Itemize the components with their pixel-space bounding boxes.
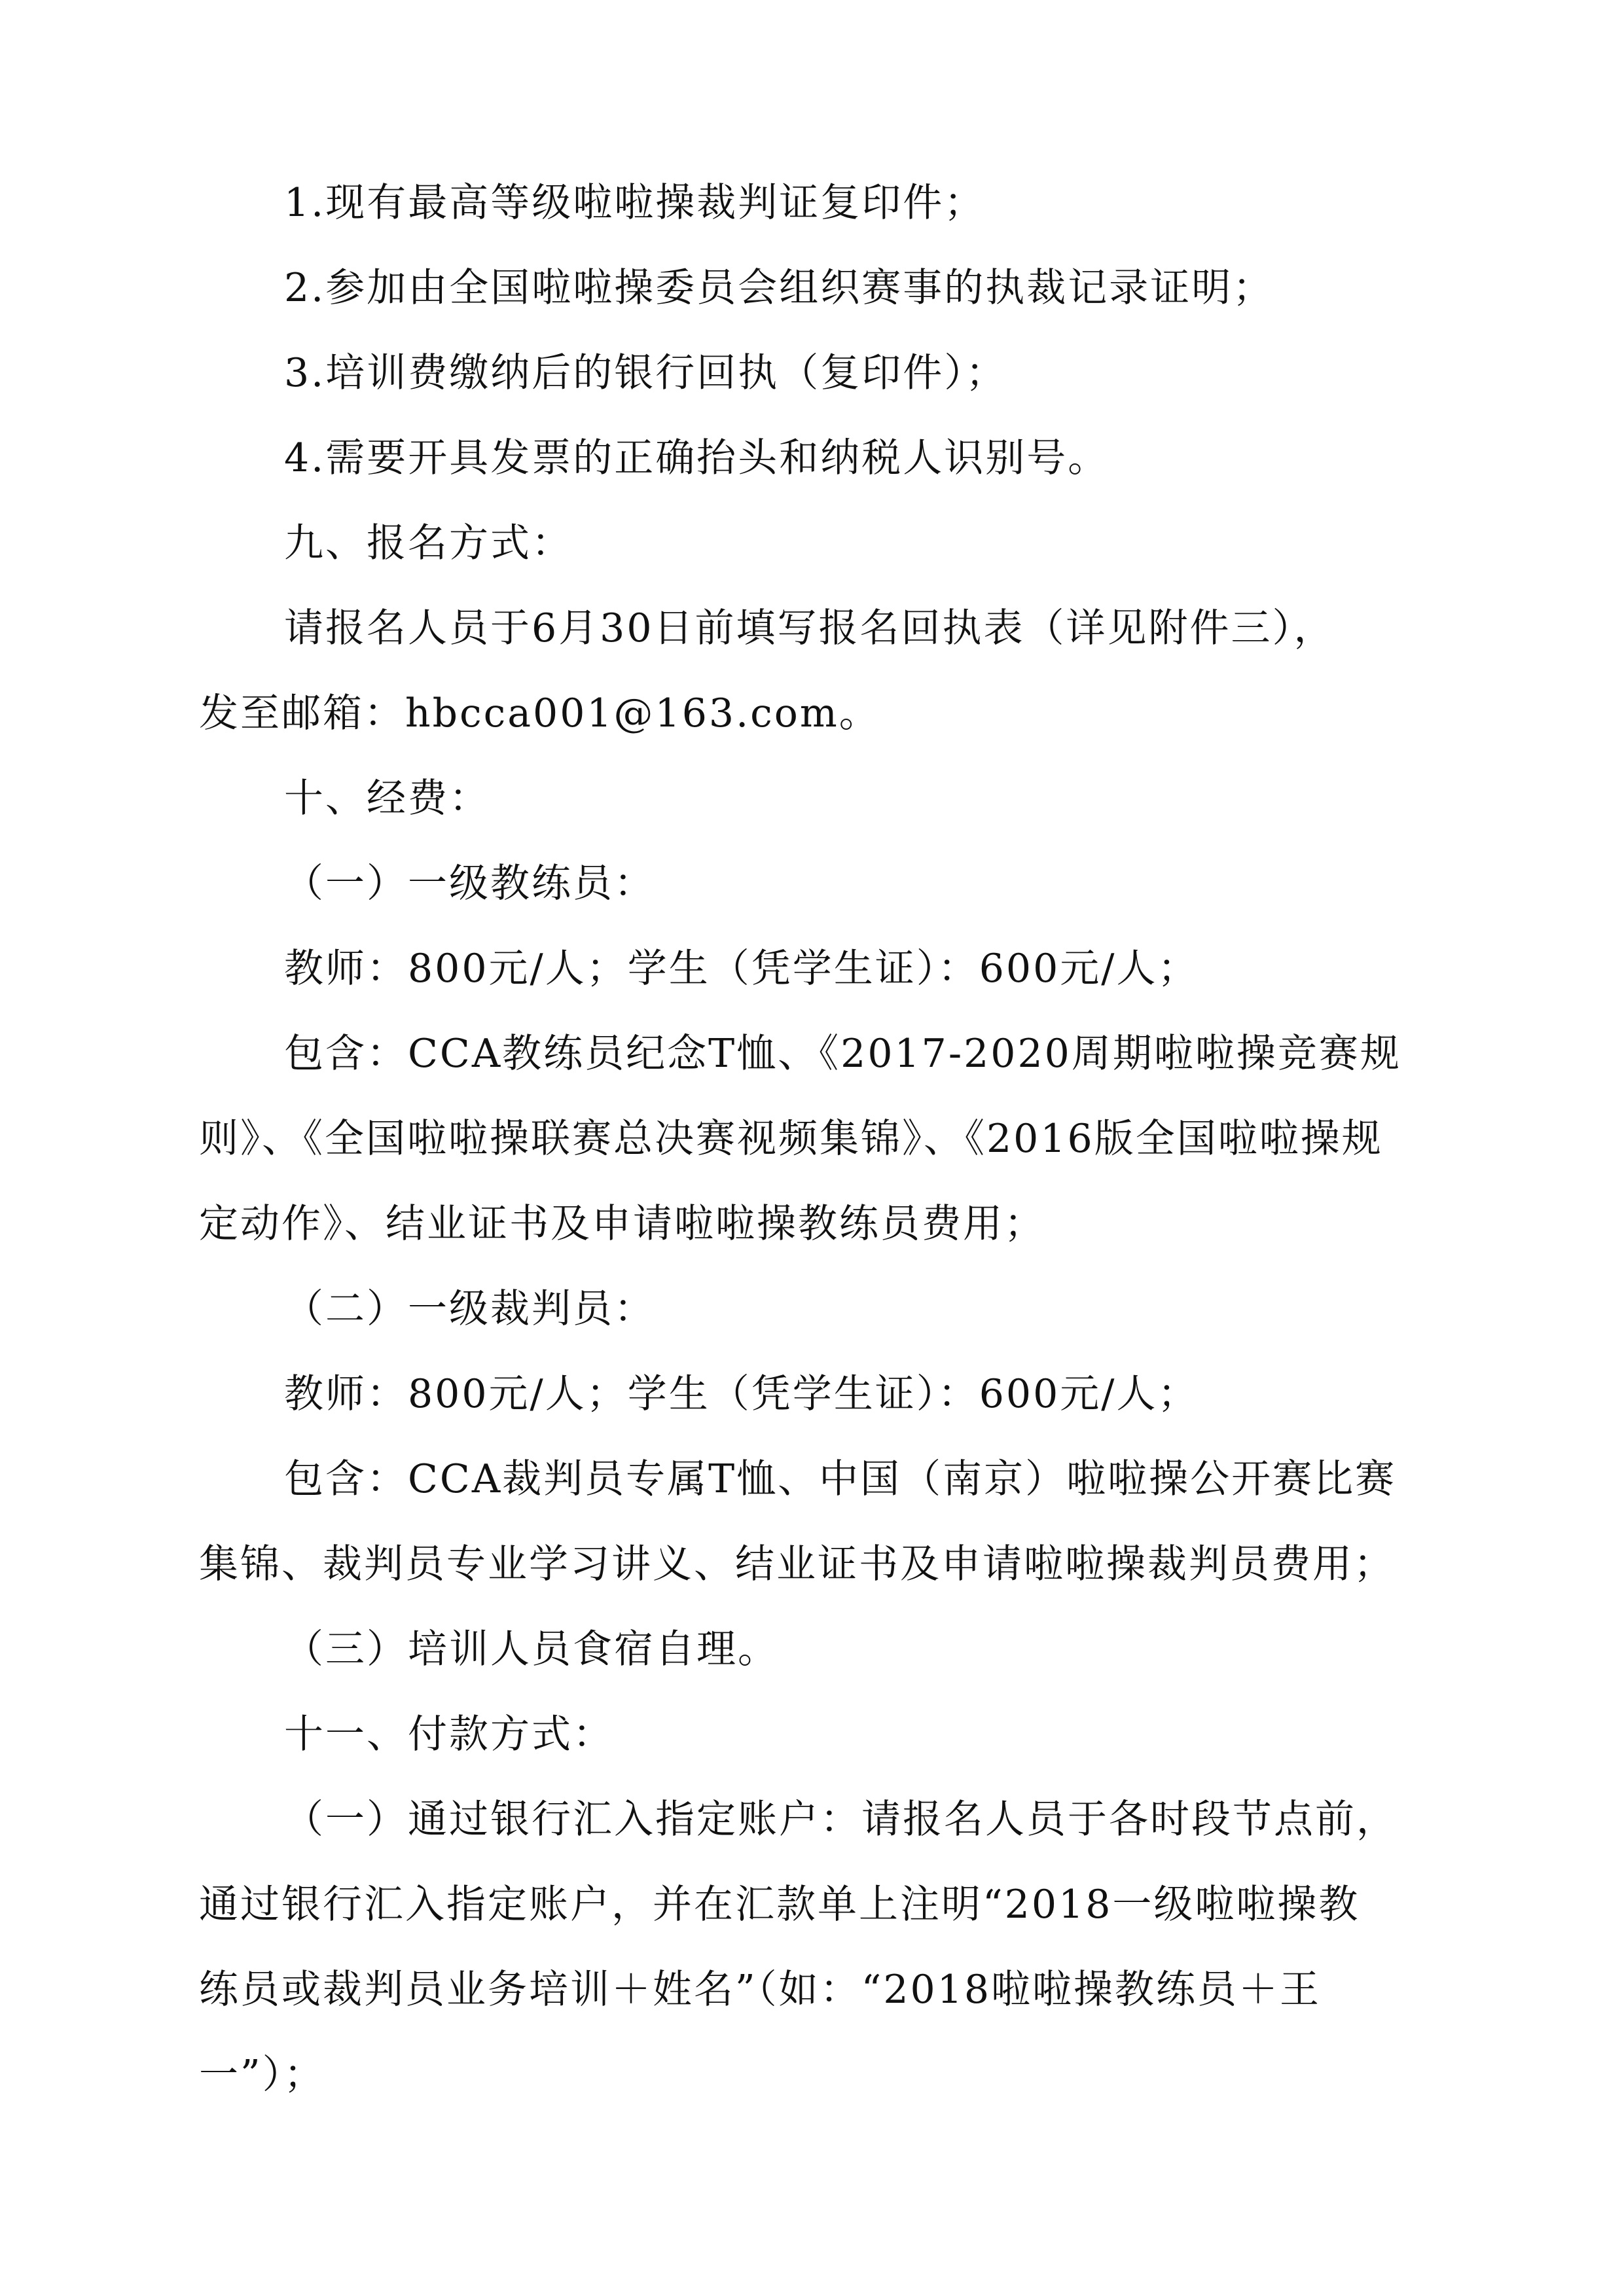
section-heading-fees: 十、经费： xyxy=(284,776,490,821)
payment-line-2: 通过银行汇入指定账户，并在汇款单上注明“2018一级啦啦操教 xyxy=(199,1882,1360,1928)
payment-line-1: （一）通过银行汇入指定账户：请报名人员于各时段节点前， xyxy=(284,1797,1398,1842)
coach-includes-line-3: 定动作》、结业证书及申请啦啦操教练员费用； xyxy=(199,1201,1045,1247)
subheading-coach: （一）一级教练员： xyxy=(284,861,655,906)
coach-includes-line-1: 包含：CCA教练员纪念T恤、《2017-2020周期啦啦操竞赛规 xyxy=(284,1031,1401,1077)
payment-line-3: 练员或裁判员业务培训＋姓名”（如：“2018啦啦操教练员＋王 xyxy=(199,1967,1322,2013)
referee-includes-line-2: 集锦、裁判员专业学习讲义、结业证书及申请啦啦操裁判员费用； xyxy=(199,1541,1395,1587)
section-heading-payment: 十一、付款方式： xyxy=(284,1712,614,1757)
referee-includes-line-1: 包含：CCA裁判员专属T恤、中国（南京）啦啦操公开赛比赛 xyxy=(284,1456,1397,1502)
list-item-1: 1.现有最高等级啦啦操裁判证复印件； xyxy=(284,180,986,226)
list-item-4: 4.需要开具发票的正确抬头和纳税人识别号。 xyxy=(284,435,1110,481)
subheading-referee: （二）一级裁判员： xyxy=(284,1286,655,1332)
referee-fee-text: 教师：800元/人；学生（凭学生证）：600元/人； xyxy=(284,1371,1199,1417)
paragraph-registration-line-2: 发至邮箱：hbcca001@163.com。 xyxy=(199,691,880,736)
subheading-accommodation: （三）培训人员食宿自理。 xyxy=(284,1626,779,1672)
paragraph-registration-line-1: 请报名人员于6月30日前填写报名回执表（详见附件三）， xyxy=(284,605,1335,651)
document-body xyxy=(199,160,1430,2117)
coach-fee-text: 教师：800元/人；学生（凭学生证）：600元/人； xyxy=(284,946,1199,992)
payment-line-4: 一”）； xyxy=(199,2052,325,2098)
list-item-3: 3.培训费缴纳后的银行回执（复印件）； xyxy=(284,350,1007,396)
section-heading-registration: 九、报名方式： xyxy=(284,520,573,566)
list-item-2: 2.参加由全国啦啦操委员会组织赛事的执裁记录证明； xyxy=(284,265,1274,311)
coach-includes-line-2: 则》、《全国啦啦操联赛总决赛视频集锦》、《2016版全国啦啦操规 xyxy=(199,1116,1383,1162)
